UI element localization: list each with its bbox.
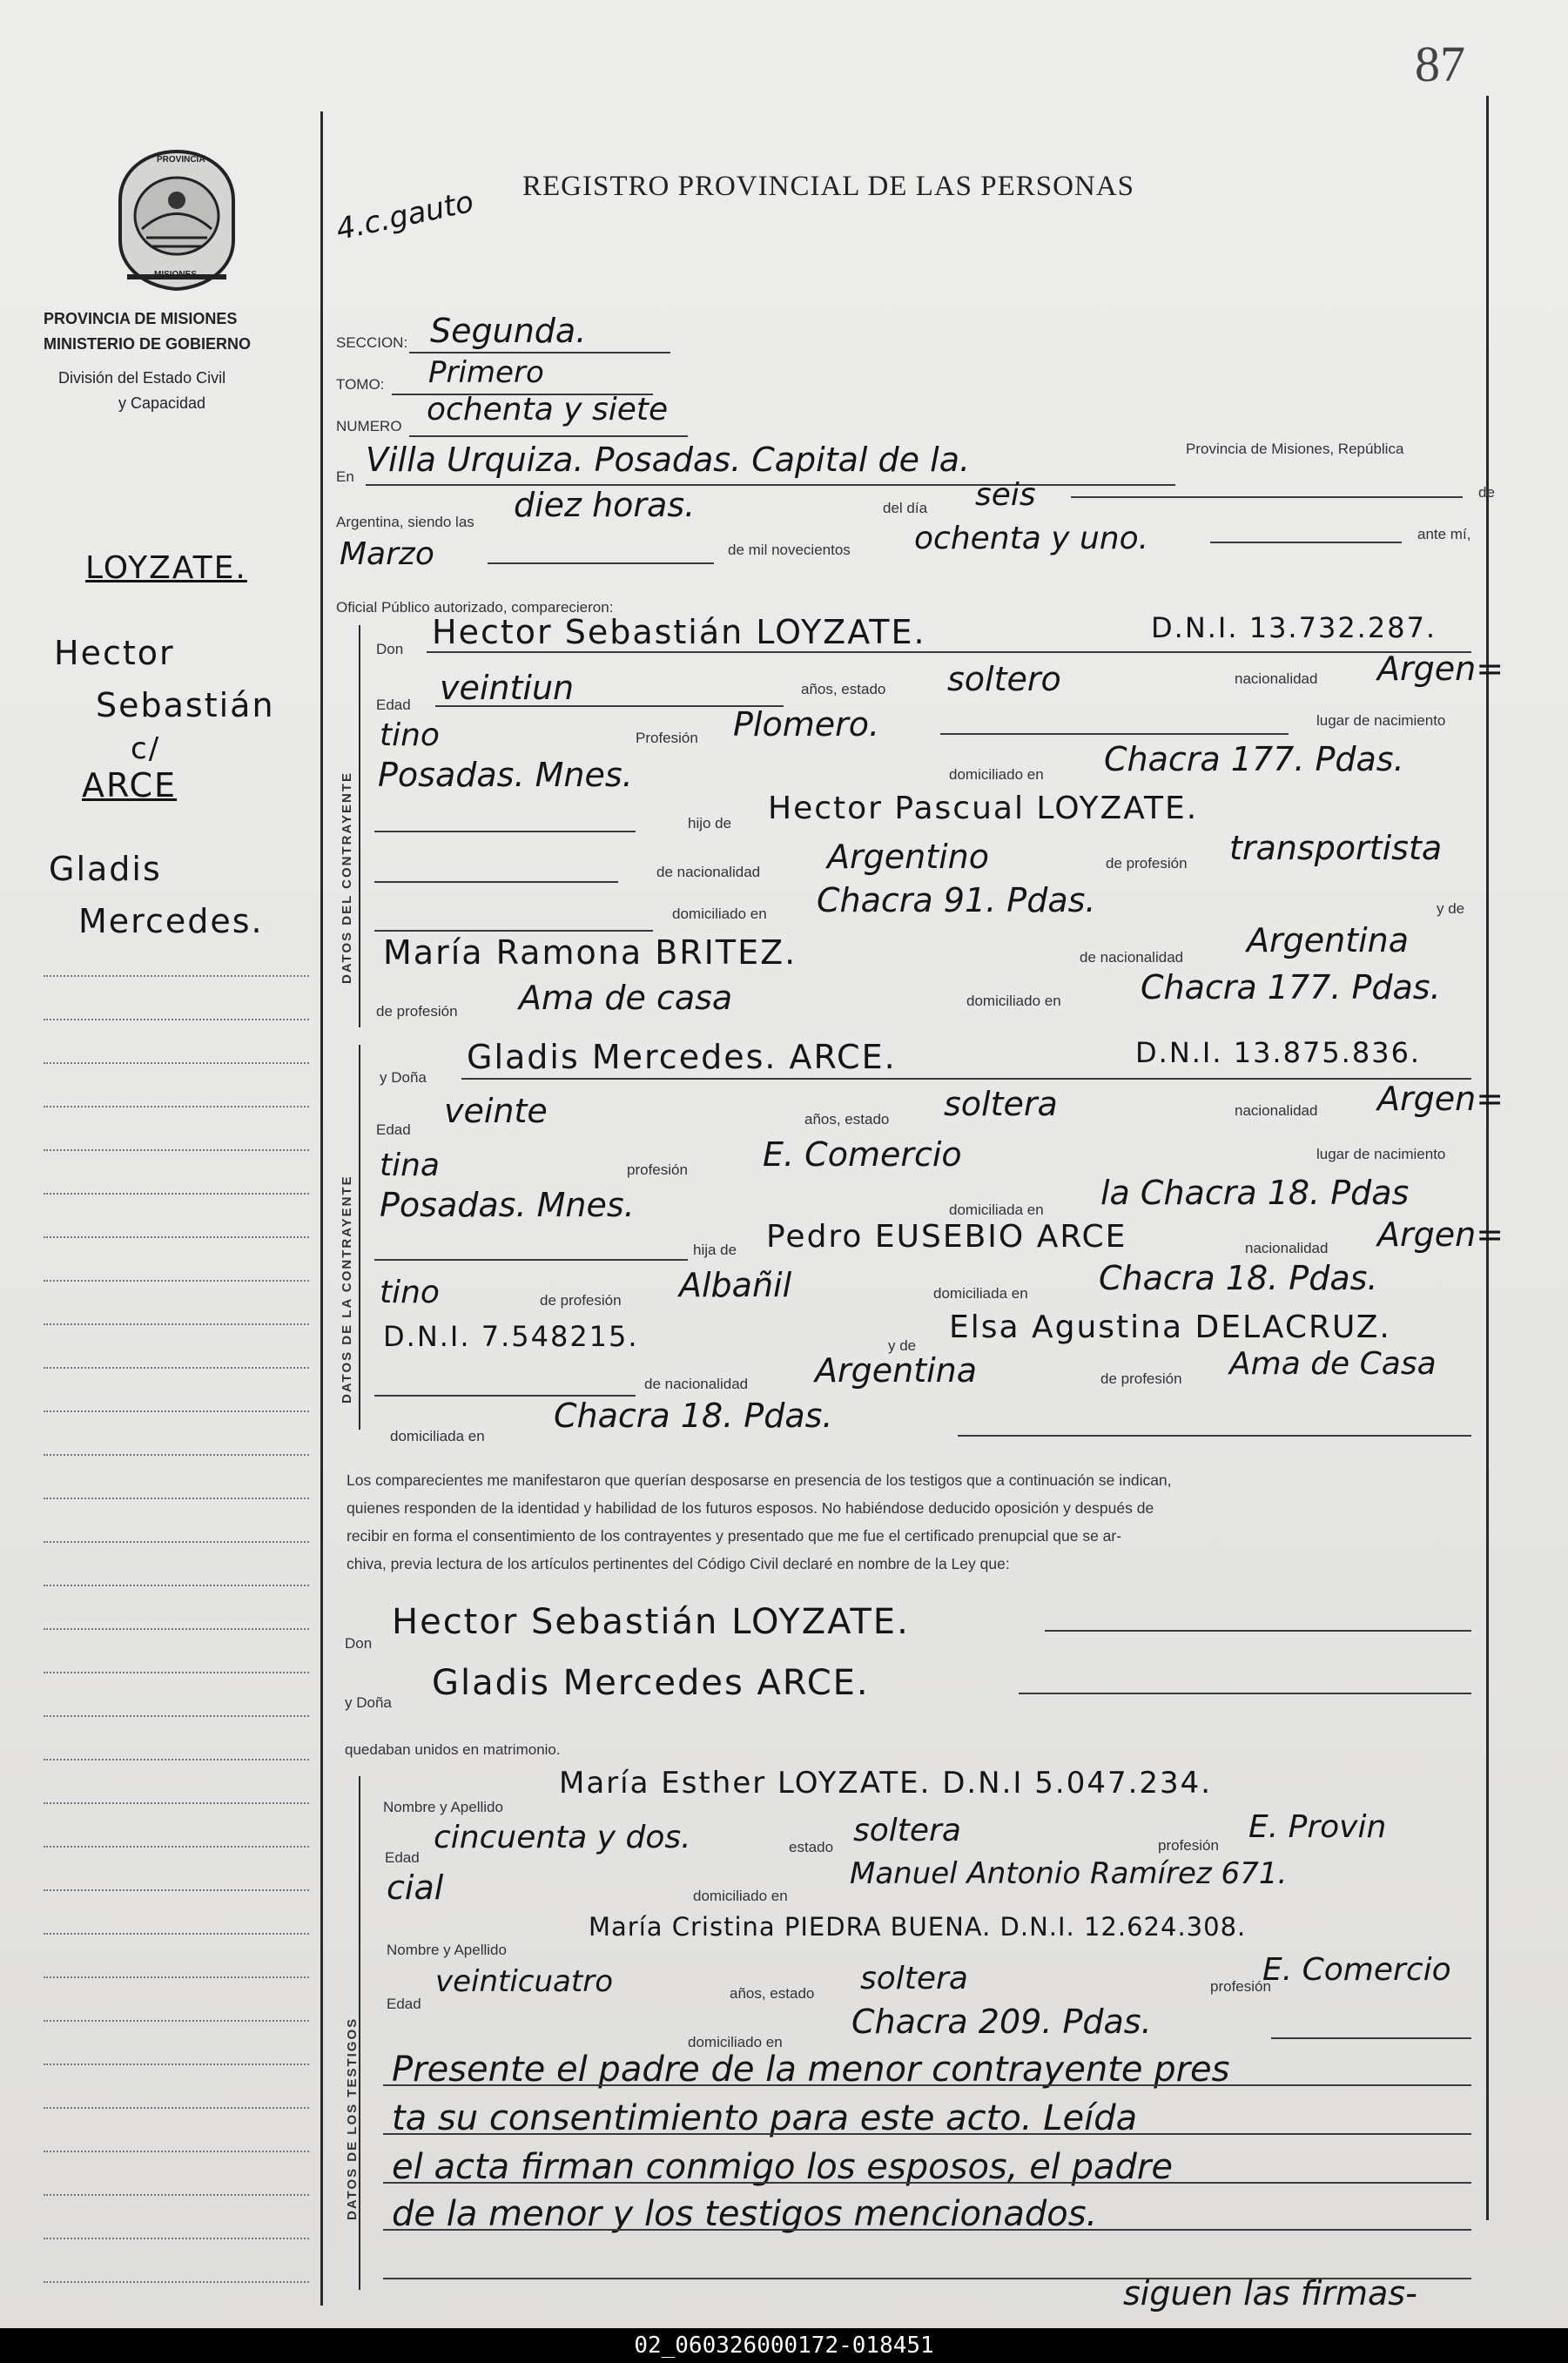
label-edad: Edad bbox=[376, 697, 411, 713]
t1-prof2: cial bbox=[387, 1868, 444, 1907]
novia-nombre: Gladis Mercedes. ARCE. bbox=[467, 1038, 897, 1076]
label-nacionalidad: nacionalidad bbox=[1235, 670, 1318, 687]
label-hijo-de: hijo de bbox=[688, 815, 732, 831]
padre-novio-dom: Chacra 91. Pdas. bbox=[817, 881, 1096, 919]
siguen-firmas: siguen las firmas- bbox=[1123, 2274, 1417, 2313]
agency-line1: PROVINCIA DE MISIONES bbox=[44, 310, 238, 327]
margin-dotted-line bbox=[44, 1759, 309, 1760]
label-ante-mi: ante mí, bbox=[1417, 526, 1471, 542]
margin-dotted-line bbox=[44, 1889, 309, 1891]
fill-line bbox=[461, 1078, 1471, 1080]
t2-nombre: María Cristina PIEDRA BUENA. D.N.I. 12.624.308. bbox=[589, 1912, 1247, 1942]
label-seccion: SECCION: bbox=[336, 334, 408, 351]
fill-line bbox=[1271, 2037, 1471, 2039]
novio-estado: soltero bbox=[947, 660, 1061, 698]
margin-dotted-line bbox=[44, 1367, 309, 1369]
value-tomo: Primero bbox=[428, 355, 544, 390]
fill-line bbox=[374, 930, 653, 932]
margin-dotted-line bbox=[44, 2194, 309, 2196]
label-del-dia: del día bbox=[883, 500, 928, 516]
novio-nac1: Argen= bbox=[1377, 650, 1504, 688]
margin-dotted-line bbox=[44, 1976, 309, 1978]
margin-dotted-line bbox=[44, 2281, 309, 2283]
madre-novio: María Ramona BRITEZ. bbox=[383, 933, 797, 972]
section-label-contrayente: DATOS DEL CONTRAYENTE bbox=[340, 771, 354, 984]
novia-edad: veinte bbox=[444, 1092, 548, 1130]
page-title: REGISTRO PROVINCIAL DE LAS PERSONAS bbox=[522, 171, 1135, 202]
fill-line bbox=[374, 1259, 688, 1261]
seal-bottom-text: MISIONES bbox=[154, 270, 197, 279]
label-de-nacionalidad3: de nacionalidad bbox=[644, 1376, 749, 1392]
label-quedaban: quedaban unidos en matrimonio. bbox=[345, 1741, 561, 1758]
seal-top-text: PROVINCIA bbox=[157, 155, 205, 165]
label-profesion: Profesión bbox=[636, 730, 698, 746]
fill-line bbox=[488, 562, 714, 564]
margin-name2a: Gladis bbox=[49, 850, 162, 888]
label-profesion3: profesión bbox=[1158, 1837, 1219, 1854]
madre-novia-prof: Ama de Casa bbox=[1229, 1346, 1437, 1382]
note-line2: ta su consentimiento para este acto. Leída bbox=[392, 2098, 1138, 2138]
novio-nombre: Hector Sebastián LOYZATE. bbox=[432, 613, 926, 651]
label-de-profesion: de profesión bbox=[1106, 855, 1188, 872]
novia-estado: soltera bbox=[944, 1085, 1058, 1123]
label-domiciliado4: domiciliado en bbox=[693, 1888, 788, 1904]
madre-novio-nac: Argentina bbox=[1247, 921, 1410, 959]
novia-dom: la Chacra 18. Pdas bbox=[1100, 1174, 1410, 1212]
padre-novia-dni: D.N.I. 7.548215. bbox=[383, 1320, 639, 1353]
margin-dotted-line bbox=[44, 1280, 309, 1282]
agency-line3: División del Estado Civil bbox=[58, 369, 226, 387]
madre-novio-prof: Ama de casa bbox=[519, 979, 733, 1017]
margin-dotted-line bbox=[44, 2151, 309, 2152]
value-hora: diez horas. bbox=[514, 486, 696, 524]
paragraph-line4: chiva, previa lectura de los artículos pertinentes del Código Civil declaré en nombre de la Ley que: bbox=[347, 1555, 1010, 1572]
left-margin-rule bbox=[320, 111, 323, 2306]
fill-line bbox=[383, 2133, 1471, 2135]
section-label-contrayente-f: DATOS DE LA CONTRAYENTE bbox=[340, 1175, 354, 1404]
label-estado: estado bbox=[789, 1839, 834, 1855]
label-domiciliado: domiciliado en bbox=[949, 766, 1044, 783]
margin-dotted-line bbox=[44, 1106, 309, 1107]
margin-dotted-line bbox=[44, 1628, 309, 1630]
fill-line bbox=[940, 733, 1289, 735]
madre-novia-dom: Chacra 18. Pdas. bbox=[554, 1397, 833, 1435]
t2-estado: soltera bbox=[860, 1961, 968, 1996]
margin-dotted-line bbox=[44, 1323, 309, 1325]
padre-novia-nac2: tino bbox=[380, 1275, 440, 1310]
label-mil: de mil novecientos bbox=[728, 542, 851, 558]
value-numero: ochenta y siete bbox=[427, 392, 669, 427]
fill-line bbox=[383, 2182, 1471, 2184]
margin-dotted-line bbox=[44, 2238, 309, 2239]
margin-dotted-line bbox=[44, 1149, 309, 1151]
margin-dotted-line bbox=[44, 1193, 309, 1195]
label-provincia: Provincia de Misiones, República bbox=[1186, 441, 1404, 457]
label-anios-estado2: años, estado bbox=[804, 1111, 890, 1128]
label-argentina: Argentina, siendo las bbox=[336, 514, 474, 530]
padre-novio-nac: Argentino bbox=[827, 838, 989, 876]
margin-dotted-line bbox=[44, 2063, 309, 2065]
margin-dotted-line bbox=[44, 2107, 309, 2109]
t2-edad: veinticuatro bbox=[435, 1964, 613, 1999]
value-anio: ochenta y uno. bbox=[914, 521, 1149, 556]
label-don2: Don bbox=[345, 1635, 373, 1652]
label-en: En bbox=[336, 468, 354, 485]
novia-lugar: Posadas. Mnes. bbox=[380, 1186, 635, 1224]
fill-line bbox=[1071, 496, 1463, 498]
label-lugar-nac: lugar de nacimiento bbox=[1316, 712, 1446, 729]
label-numero: NUMERO bbox=[336, 418, 402, 434]
fill-line bbox=[383, 2229, 1471, 2231]
novia-prof: E. Comercio bbox=[763, 1135, 962, 1174]
margin-dotted-line bbox=[44, 1585, 309, 1586]
novia-dni: D.N.I. 13.875.836. bbox=[1135, 1036, 1422, 1069]
t2-dom: Chacra 209. Pdas. bbox=[851, 2003, 1152, 2041]
fill-line bbox=[958, 1435, 1471, 1437]
t1-estado: soltera bbox=[853, 1813, 961, 1848]
label-profesion4: profesión bbox=[1210, 1978, 1271, 1995]
value-seccion: Segunda. bbox=[430, 312, 587, 350]
fill-line bbox=[409, 435, 688, 437]
label-domiciliado2: domiciliado en bbox=[672, 905, 767, 922]
value-mes: Marzo bbox=[340, 536, 434, 572]
margin-name1a: Hector bbox=[54, 634, 175, 672]
label-de: de bbox=[1478, 484, 1495, 501]
label-nacionalidad3: nacionalidad bbox=[1245, 1240, 1329, 1256]
value-lugar: Villa Urquiza. Posadas. Capital de la. bbox=[366, 441, 971, 479]
t1-prof1: E. Provin bbox=[1248, 1809, 1387, 1845]
label-anios-estado: años, estado bbox=[801, 681, 886, 697]
novio-dni: D.N.I. 13.732.287. bbox=[1151, 611, 1437, 644]
label-edad2: Edad bbox=[376, 1121, 411, 1138]
label-domiciliado5: domiciliado en bbox=[688, 2034, 783, 2050]
margin-dotted-line bbox=[44, 1802, 309, 1804]
label-y-de: y de bbox=[1437, 900, 1465, 917]
novia-nac2: tina bbox=[380, 1148, 440, 1183]
label-de-nacionalidad2: de nacionalidad bbox=[1080, 949, 1184, 966]
margin-dotted-line bbox=[44, 1541, 309, 1543]
note-line3: el acta firman conmigo los esposos, el padre bbox=[392, 2147, 1173, 2187]
novio-edad: veintiun bbox=[440, 669, 575, 707]
label-de-profesion2: de profesión bbox=[376, 1003, 458, 1020]
value-dia: seis bbox=[975, 477, 1036, 513]
fill-line bbox=[435, 705, 784, 707]
margin-dotted-line bbox=[44, 1062, 309, 1064]
label-oficial: Oficial Público autorizado, comparecieron: bbox=[336, 599, 614, 616]
label-y-de2: y de bbox=[888, 1337, 917, 1354]
label-lugar-nac2: lugar de nacimiento bbox=[1316, 1146, 1446, 1162]
right-margin-rule bbox=[1486, 96, 1489, 2220]
padre-novia: Pedro EUSEBIO ARCE bbox=[766, 1219, 1127, 1255]
label-profesion2: profesión bbox=[627, 1161, 688, 1178]
label-y-dona2: y Doña bbox=[345, 1694, 392, 1711]
margin-dotted-line bbox=[44, 1672, 309, 1673]
padre-novio: Hector Pascual LOYZATE. bbox=[768, 791, 1199, 826]
paragraph-line3: recibir en forma el consentimiento de los contrayentes y presentado que me fue el certificado prenupcial que se ar- bbox=[347, 1527, 1122, 1545]
section-rule-contrayente bbox=[359, 625, 360, 1027]
fill-line bbox=[1045, 1630, 1471, 1632]
margin-dotted-line bbox=[44, 1410, 309, 1412]
madre-novia-nac: Argentina bbox=[815, 1351, 978, 1390]
margin-conj: c/ bbox=[131, 731, 161, 766]
padre-novio-prof: transportista bbox=[1229, 829, 1443, 867]
fill-line bbox=[374, 831, 636, 832]
label-tomo: TOMO: bbox=[336, 376, 385, 393]
label-y-dona: y Doña bbox=[380, 1069, 427, 1086]
margin-dotted-line bbox=[44, 1454, 309, 1456]
novio-lugar: Posadas. Mnes. bbox=[378, 756, 633, 794]
label-de-nacionalidad: de nacionalidad bbox=[656, 864, 761, 880]
novio-prof: Plomero. bbox=[733, 705, 880, 744]
padre-novia-dom: Chacra 18. Pdas. bbox=[1099, 1259, 1378, 1297]
fill-line bbox=[383, 2084, 1471, 2086]
fill-line bbox=[1019, 1693, 1471, 1694]
margin-dotted-line bbox=[44, 1933, 309, 1935]
paragraph-line2: quienes responden de la identidad y habilidad de los futuros esposos. No habiéndose deducido oposición y después de bbox=[347, 1499, 1154, 1517]
agency-line2: MINISTERIO DE GOBIERNO bbox=[44, 335, 252, 353]
label-domiciliada2: domiciliada en bbox=[933, 1285, 1028, 1302]
margin-dotted-line bbox=[44, 1236, 309, 1238]
margin-surname1: LOYZATE. bbox=[85, 550, 247, 586]
t1-dom: Manuel Antonio Ramírez 671. bbox=[850, 1856, 1288, 1891]
label-de-profesion3: de profesión bbox=[540, 1292, 622, 1309]
label-nombre-apellido2: Nombre y Apellido bbox=[387, 1942, 507, 1958]
note-line4: de la menor y los testigos mencionados. bbox=[392, 2194, 1098, 2234]
header-annotation: 4.c.gauto bbox=[333, 184, 477, 248]
novio-dom: Chacra 177. Pdas. bbox=[1104, 740, 1404, 778]
label-domiciliado3: domiciliado en bbox=[966, 993, 1061, 1009]
margin-dotted-line bbox=[44, 1019, 309, 1020]
label-don: Don bbox=[376, 641, 404, 657]
margin-surname2: ARCE bbox=[82, 766, 178, 804]
label-hija-de: hija de bbox=[693, 1242, 737, 1258]
margin-dotted-line bbox=[44, 1498, 309, 1499]
margin-dotted-line bbox=[44, 1715, 309, 1717]
padre-novia-nac1: Argen= bbox=[1377, 1215, 1504, 1254]
madre-novio-dom: Chacra 177. Pdas. bbox=[1141, 968, 1441, 1006]
margin-name2b: Mercedes. bbox=[78, 902, 264, 940]
t1-nombre: María Esther LOYZATE. D.N.I 5.047.234. bbox=[559, 1766, 1213, 1801]
t2-prof: E. Comercio bbox=[1262, 1952, 1451, 1988]
section-rule-contrayente-f bbox=[359, 1045, 360, 1430]
margin-dotted-line bbox=[44, 975, 309, 977]
label-domiciliada3: domiciliada en bbox=[390, 1428, 485, 1444]
margin-name1b: Sebastián bbox=[96, 686, 275, 724]
fill-line bbox=[366, 484, 1175, 486]
fill-line bbox=[427, 651, 1471, 653]
dona-final: Gladis Mercedes ARCE. bbox=[432, 1663, 870, 1703]
t1-edad: cincuenta y dos. bbox=[434, 1820, 691, 1855]
fill-line bbox=[1210, 542, 1402, 543]
agency-line4: y Capacidad bbox=[118, 394, 206, 412]
label-edad4: Edad bbox=[387, 1996, 421, 2012]
page-number: 87 bbox=[1415, 36, 1465, 92]
madre-novia: Elsa Agustina DELACRUZ. bbox=[949, 1309, 1391, 1345]
fill-line bbox=[374, 881, 618, 883]
label-anios-estado3: años, estado bbox=[730, 1985, 815, 2002]
label-de-profesion4: de profesión bbox=[1100, 1370, 1182, 1387]
section-label-testigos: DATOS DE LOS TESTIGOS bbox=[345, 2016, 360, 2220]
fill-line bbox=[409, 352, 670, 353]
margin-dotted-line bbox=[44, 1846, 309, 1848]
label-domiciliada: domiciliada en bbox=[949, 1202, 1044, 1218]
archive-id-footer: 02_060326000172-018451 bbox=[0, 2328, 1568, 2363]
don-final: Hector Sebastián LOYZATE. bbox=[392, 1602, 910, 1642]
novio-nac2: tino bbox=[380, 717, 440, 753]
padre-novia-prof: Albañil bbox=[679, 1266, 792, 1304]
margin-dotted-line bbox=[44, 2020, 309, 2022]
label-nombre-apellido: Nombre y Apellido bbox=[383, 1799, 503, 1815]
paragraph-line1: Los comparecientes me manifestaron que querían desposarse en presencia de los testigos que a continuación se indican, bbox=[347, 1471, 1172, 1489]
label-edad3: Edad bbox=[385, 1849, 420, 1866]
novia-nac1: Argen= bbox=[1377, 1080, 1504, 1118]
label-nacionalidad2: nacionalidad bbox=[1235, 1102, 1318, 1119]
note-line1: Presente el padre de la menor contrayente pres bbox=[392, 2050, 1230, 2090]
